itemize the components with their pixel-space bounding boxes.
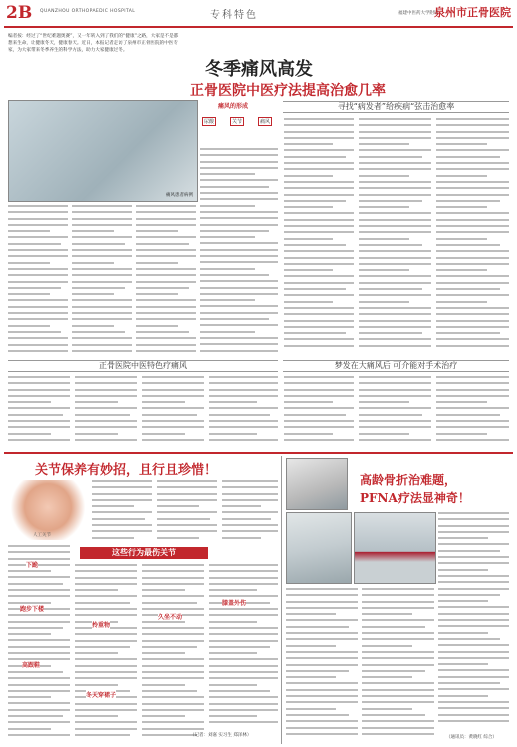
- joint-photo: [8, 480, 88, 540]
- elderly-photo-3: [354, 512, 436, 584]
- subhead-high-heels: 高跟鞋: [22, 662, 41, 669]
- page-number: 2B: [6, 3, 33, 23]
- gout-formation-sidebar: [200, 101, 278, 141]
- article1-col-left: [8, 205, 68, 355]
- box-title: 寻找“病发者”给疾病“弦击治愈率: [283, 101, 509, 113]
- subhead-run-downstairs: 跑步下楼: [20, 606, 45, 613]
- article3-col-2: [362, 588, 434, 740]
- article2-col-3: [142, 564, 204, 740]
- article1-col-6: [359, 118, 431, 356]
- hospital-english-name: QUANZHOU ORTHOPAEDIC HOSPITAL: [40, 9, 136, 14]
- newspaper-name: 泉州市正骨医院: [434, 6, 511, 19]
- article2-col-4: [209, 564, 278, 730]
- diagram-step-2: 关节: [232, 119, 243, 125]
- diagram-step-3: 痛风: [260, 119, 271, 125]
- article3-col-3: [438, 512, 509, 730]
- article2-intro-col-3: [222, 480, 278, 540]
- newspaper-sub: 福建中医药大学附属: [398, 11, 439, 16]
- sidebar-title: 痛风的形成: [218, 103, 249, 110]
- article2-intro-col-2: [157, 480, 217, 540]
- article2-subtitle: 这些行为最伤关节: [80, 547, 208, 559]
- subhead-knee-injury: 膝盖外伤: [222, 600, 247, 607]
- article1-subheadline: 正骨医院中医疗法提高治愈几率: [190, 83, 386, 99]
- elderly-photo-2: [286, 512, 352, 584]
- article2-credit: （记者：刘嘉 实习生 郑泽林）: [190, 733, 252, 738]
- article1-headline: 冬季痛风高发: [205, 59, 313, 80]
- article2-headline: 关节保养有妙招，且行且珍惜！: [35, 463, 218, 478]
- article1-col-5: [284, 118, 354, 356]
- column-name: 专科特色: [210, 10, 258, 21]
- tcm-col-3: [142, 376, 204, 446]
- header-rule: [4, 26, 513, 28]
- section2-title: 梦发在大痛风后 可介能对手术治疗: [283, 360, 509, 372]
- article1-col-7: [436, 118, 509, 356]
- subhead-heavy-lifting: 拎重物: [92, 622, 111, 629]
- article1-col-3: [136, 205, 196, 355]
- page-header: [0, 0, 517, 30]
- section2-col-2: [359, 376, 431, 446]
- article3-headline-line1: 高龄骨折治难题，: [360, 473, 457, 487]
- article1-col-2: [72, 205, 132, 355]
- subhead-sitting: 久坐不动: [158, 614, 183, 621]
- tcm-col-4: [209, 376, 278, 446]
- gout-photo-caption: 痛风患者病例: [166, 193, 193, 198]
- tcm-col-2: [75, 376, 137, 446]
- elderly-photo-1: [286, 458, 348, 510]
- article-divider: [4, 452, 513, 454]
- article1-col-4: [200, 148, 278, 358]
- tcm-col-1: [8, 376, 70, 446]
- joint-photo-caption: 人工关节: [33, 533, 51, 538]
- article3-headline-line2: PFNA疗法显神奇！: [360, 491, 470, 505]
- article2-col-2: [75, 564, 137, 740]
- column-divider: [281, 456, 282, 744]
- subhead-kneel: 下跪: [26, 562, 39, 569]
- section2-col-1: [284, 376, 354, 446]
- article3-credit: （通讯员：黄晓红 综合）: [446, 735, 497, 740]
- intro-text: 编者按：经过了“世纪难题奥赛”，又一年转入到了我们的“健康”之路，大家是不是都想来生命，让健康冬天，健康春天。近日，本报记者走访了泉州市正骨医院的中医专家，为大家带来冬季养生的科学方法，助力大家健康过冬。: [8, 34, 179, 53]
- tcm-section-title: 正骨医院中医特色疗痛风: [8, 360, 278, 372]
- section2-col-3: [436, 376, 509, 446]
- article3-col-1: [286, 588, 358, 740]
- diagram-step-1: 尿酸: [204, 119, 215, 125]
- article2-intro-col-1: [92, 480, 152, 540]
- gout-photo: [8, 100, 198, 202]
- article2-col-left: [8, 545, 70, 740]
- subhead-winter-skirt: 冬天穿裙子: [86, 692, 117, 699]
